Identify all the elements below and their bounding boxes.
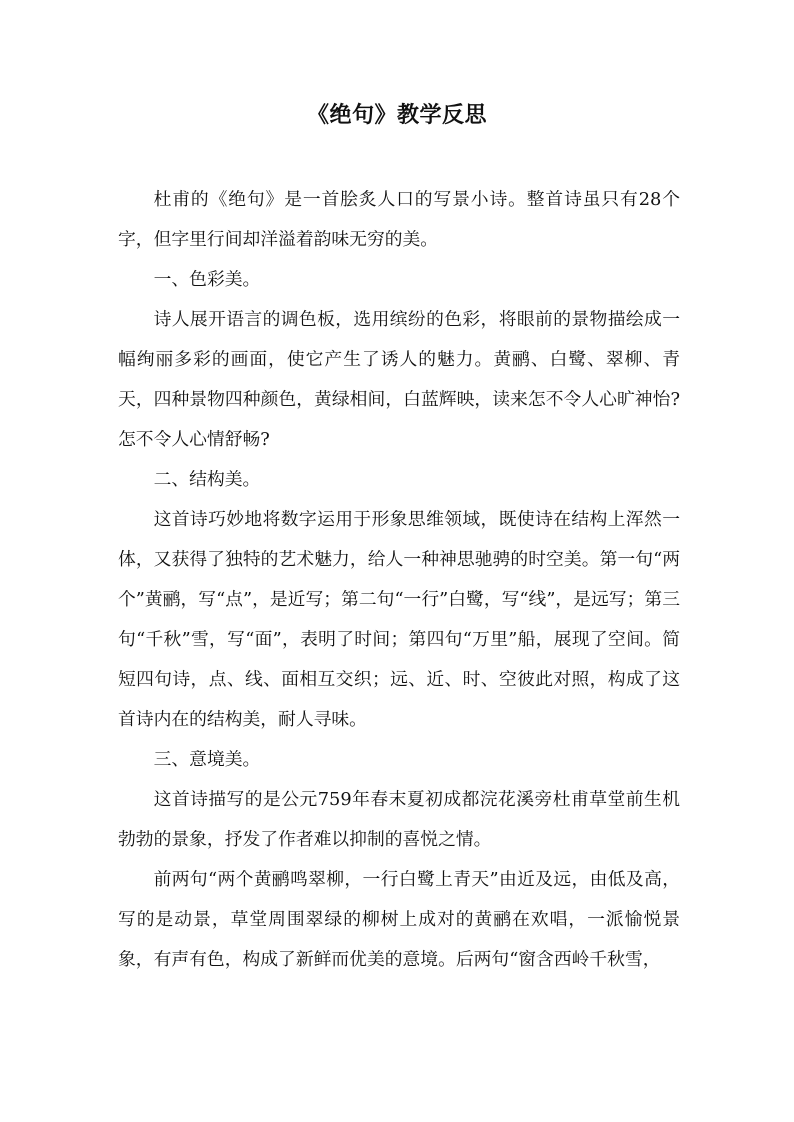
paragraph-analysis: 前两句“两个黄鹂鸣翠柳，一行白鹭上青天”由近及远，由低及高，写的是动景，草堂周围翠绿的柳树上成对的黄鹂在欢唱，一派愉悦景象，有声有色，构成了新鲜而优美的意境。后两句“窗含西岭千秋雪， [118,869,680,970]
section-heading-mood: 三、意境美。 [153,749,261,770]
section-heading-structure: 二、结构美。 [153,469,261,490]
paragraph-color: 诗人展开语言的调色板，选用缤纷的色彩，将眼前的景物描绘成一幅绚丽多彩的画面，使它产生了诱人的魅力。黄鹂、白鹭、翠柳、青天，四种景物四种颜色，黄绿相间，白蓝辉映，读来怎不令人心旷神怡?怎不令人心情舒畅? [118,309,680,450]
page-title: 《绝句》教学反思 [306,102,487,128]
paragraph-mood: 这首诗描写的是公元759年春末夏初成都浣花溪旁杜甫草堂前生机勃勃的景象，抒发了作者难以抑制的喜悦之情。 [118,789,680,850]
document-body [118,180,680,980]
paragraph-intro: 杜甫的《绝句》是一首脍炙人口的写景小诗。整首诗虽只有28个字，但字里行间却洋溢着韵味无穷的美。 [118,189,680,250]
paragraph-structure: 这首诗巧妙地将数字运用于形象思维领域，既使诗在结构上浑然一体，又获得了独特的艺术魅力，给人一种神思驰骋的时空美。第一句“两个”黄鹂，写“点”，是近写；第二句“一行”白鹭，写“线”，是远写；第三句“千秋”雪，写“面”，表明了时间；第四句“万里”船，展现了空间。简短四句诗，点、线、面相互交织；远、近、时、空彼此对照，构成了这首诗内在的结构美，耐人寻味。 [118,509,680,730]
section-heading-color: 一、色彩美。 [153,269,261,290]
